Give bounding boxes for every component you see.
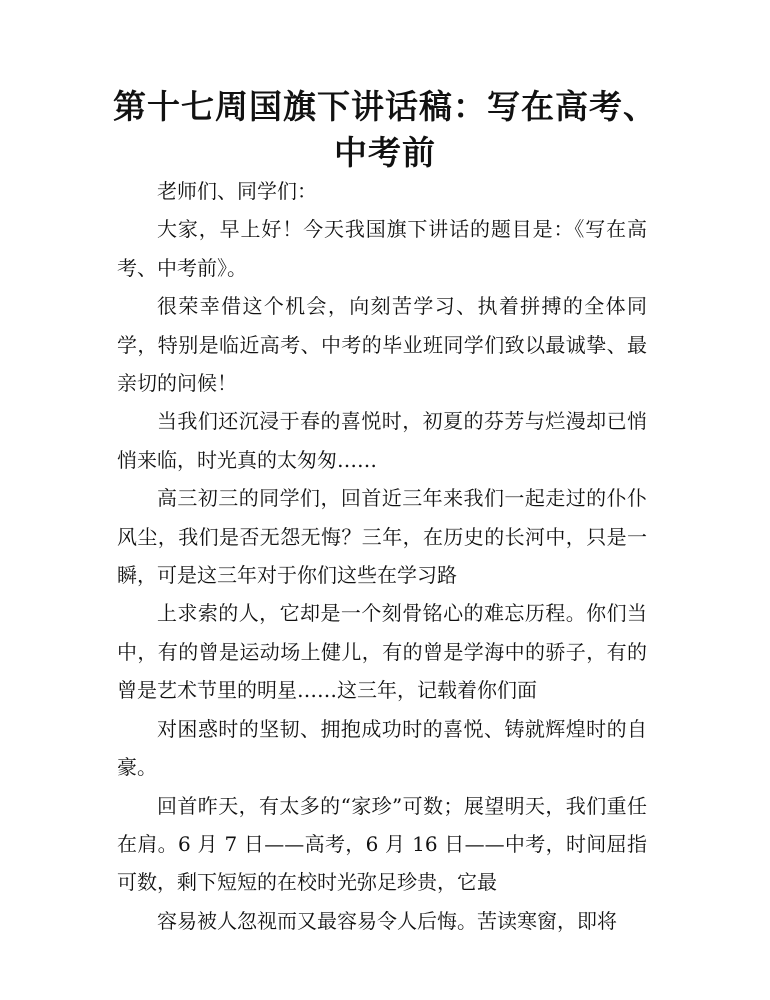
body-paragraph: 对困惑时的坚韧、拥抱成功时的喜悦、铸就辉煌时的自豪。 xyxy=(117,716,647,780)
body-paragraph: 上求索的人，它却是一个刻骨铭心的难忘历程。你们当中，有的曾是运动场上健儿，有的曾是学海中的骄子，有的曾是艺术节里的明星……这三年，记载着你们面 xyxy=(117,601,647,703)
body-paragraph: 当我们还沉浸于春的喜悦时，初夏的芬芳与烂漫却已悄悄来临，时光真的太匆匆…… xyxy=(117,409,647,472)
body-paragraph: 容易被人忽视而又最容易令人后悔。苦读寒窗，即将 xyxy=(157,908,617,933)
body-paragraph: 大家，早上好！今天我国旗下讲话的题目是：《写在高考、中考前》。 xyxy=(117,217,647,280)
document-body xyxy=(117,172,647,940)
page-title: 第十七周国旗下讲话稿：写在高考、中考前 xyxy=(113,87,657,172)
greeting-paragraph: 老师们、同学们： xyxy=(157,179,317,203)
body-paragraph: 高三初三的同学们，回首近三年来我们一起走过的仆仆风尘，我们是否无怨无悔？三年，在历史的长河中，只是一瞬，可是这三年对于你们这些在学习路 xyxy=(117,486,647,588)
body-paragraph: 回首昨天，有太多的“家珍”可数；展望明天，我们重任在肩。6 月 7 日——高考，6 月 16 日——中考，时间屈指可数，剩下短短的在校时光弥足珍贵，它最 xyxy=(117,793,647,895)
body-paragraph: 很荣幸借这个机会，向刻苦学习、执着拼搏的全体同学，特别是临近高考、中考的毕业班同学们致以最诚挚、最亲切的问候！ xyxy=(117,294,647,396)
